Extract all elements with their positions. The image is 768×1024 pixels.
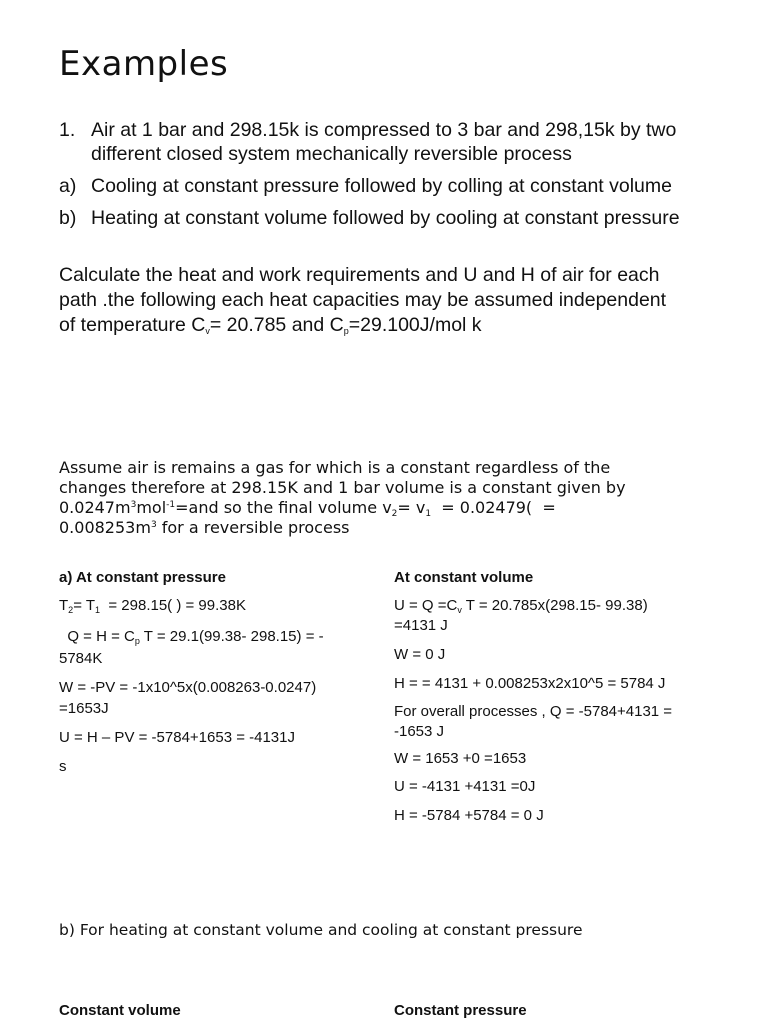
list-number: 1. (59, 119, 76, 141)
text-span: 0.0247m (59, 498, 131, 517)
equation-line (59, 627, 324, 647)
subscript: 2 (391, 509, 398, 519)
text-span: = 0.02479( = (431, 498, 556, 517)
assume-line (59, 518, 719, 538)
text-span: Q = H = C (59, 628, 135, 645)
text-span: T = 20.785x(298.15- 99.38) (461, 597, 648, 614)
subscript: 2 (68, 605, 74, 615)
column-header: At constant volume (394, 569, 534, 586)
problem-paragraph (59, 263, 724, 338)
superscript: 3 (130, 500, 137, 510)
equation-line: U = -4131 +4131 =0J (394, 778, 536, 795)
superscript: 3 (150, 520, 157, 530)
left-column-constant-pressure (59, 568, 379, 788)
equation-line: =4131 J (394, 617, 448, 634)
list-text: Cooling at constant pressure followed by colling at constant volume (91, 175, 672, 197)
constant-volume-header: Constant volume (59, 1002, 181, 1019)
list-letter: b) (59, 207, 77, 229)
equation-line: W = 0 J (394, 646, 446, 663)
column-header: a) At constant pressure (59, 569, 226, 586)
equation-line: H = -5784 +5784 = 0 J (394, 807, 544, 824)
text-span: = 298.15( ) = 99.38K (100, 597, 246, 614)
equation-line: -1653 J (394, 723, 445, 740)
equation-line: 5784K (59, 650, 103, 667)
equation-line: W = -PV = -1x10^5x(0.008263-0.0247) (59, 679, 317, 696)
assume-line: Assume air is remains a gas for which is a constant regardless of the (59, 458, 611, 477)
text-span: T (59, 597, 69, 614)
equation-line (394, 596, 648, 616)
equation-line (59, 596, 246, 616)
subscript: 1 (425, 509, 432, 519)
assumption-paragraph (59, 458, 719, 538)
text-span: = 20.785 and C (209, 314, 344, 336)
text-span: of temperature C (59, 314, 206, 336)
page-title: Examples (59, 44, 229, 84)
text-span: = v (397, 498, 426, 517)
para-line: path .the following each heat capacities may be assumed independent (59, 289, 667, 311)
equation-line: For overall processes , Q = -5784+4131 = (394, 703, 673, 720)
para-line (59, 313, 724, 338)
text-span: mol (136, 498, 167, 517)
text-span: for a reversible process (156, 518, 350, 537)
list-letter: a) (59, 175, 77, 197)
equation-line: H = = 4131 + 0.008253x2x10^5 = 5784 J (394, 675, 666, 692)
equation-line: s (59, 758, 67, 775)
assume-line: changes therefore at 298.15K and 1 bar volume is a constant given by (59, 478, 626, 497)
text-span: T = 29.1(99.38- 298.15) = - (139, 628, 324, 645)
equation-line: U = H – PV = -5784+1653 = -4131J (59, 729, 295, 746)
right-column-constant-volume (394, 568, 724, 828)
section-b-heading: b) For heating at constant volume and cooling at constant pressure (59, 921, 583, 939)
list-text: Heating at constant volume followed by cooling at constant pressure (91, 207, 680, 229)
equation-line: W = 1653 +0 =1653 (394, 750, 527, 767)
text-span: =and so the final volume v (175, 498, 392, 517)
subscript: v (205, 326, 210, 336)
text-span: 0.008253m (59, 518, 151, 537)
subscript: 1 (95, 605, 101, 615)
subscript: p (343, 326, 349, 336)
text-span: =29.100J/mol k (348, 314, 482, 336)
text-span: = T (73, 597, 96, 614)
list-text: Air at 1 bar and 298.15k is compressed to 3 bar and 298,15k by two different closed system mechanically reversible process (91, 119, 677, 165)
subscript: v (457, 605, 462, 615)
superscript: -1 (166, 500, 176, 510)
text-span: U = Q =C (394, 597, 458, 614)
constant-pressure-header: Constant pressure (394, 1002, 527, 1019)
assume-line (59, 498, 719, 518)
para-line: Calculate the heat and work requirements and U and H of air for each (59, 264, 660, 286)
equation-line: =1653J (59, 700, 109, 717)
subscript: p (134, 636, 140, 646)
